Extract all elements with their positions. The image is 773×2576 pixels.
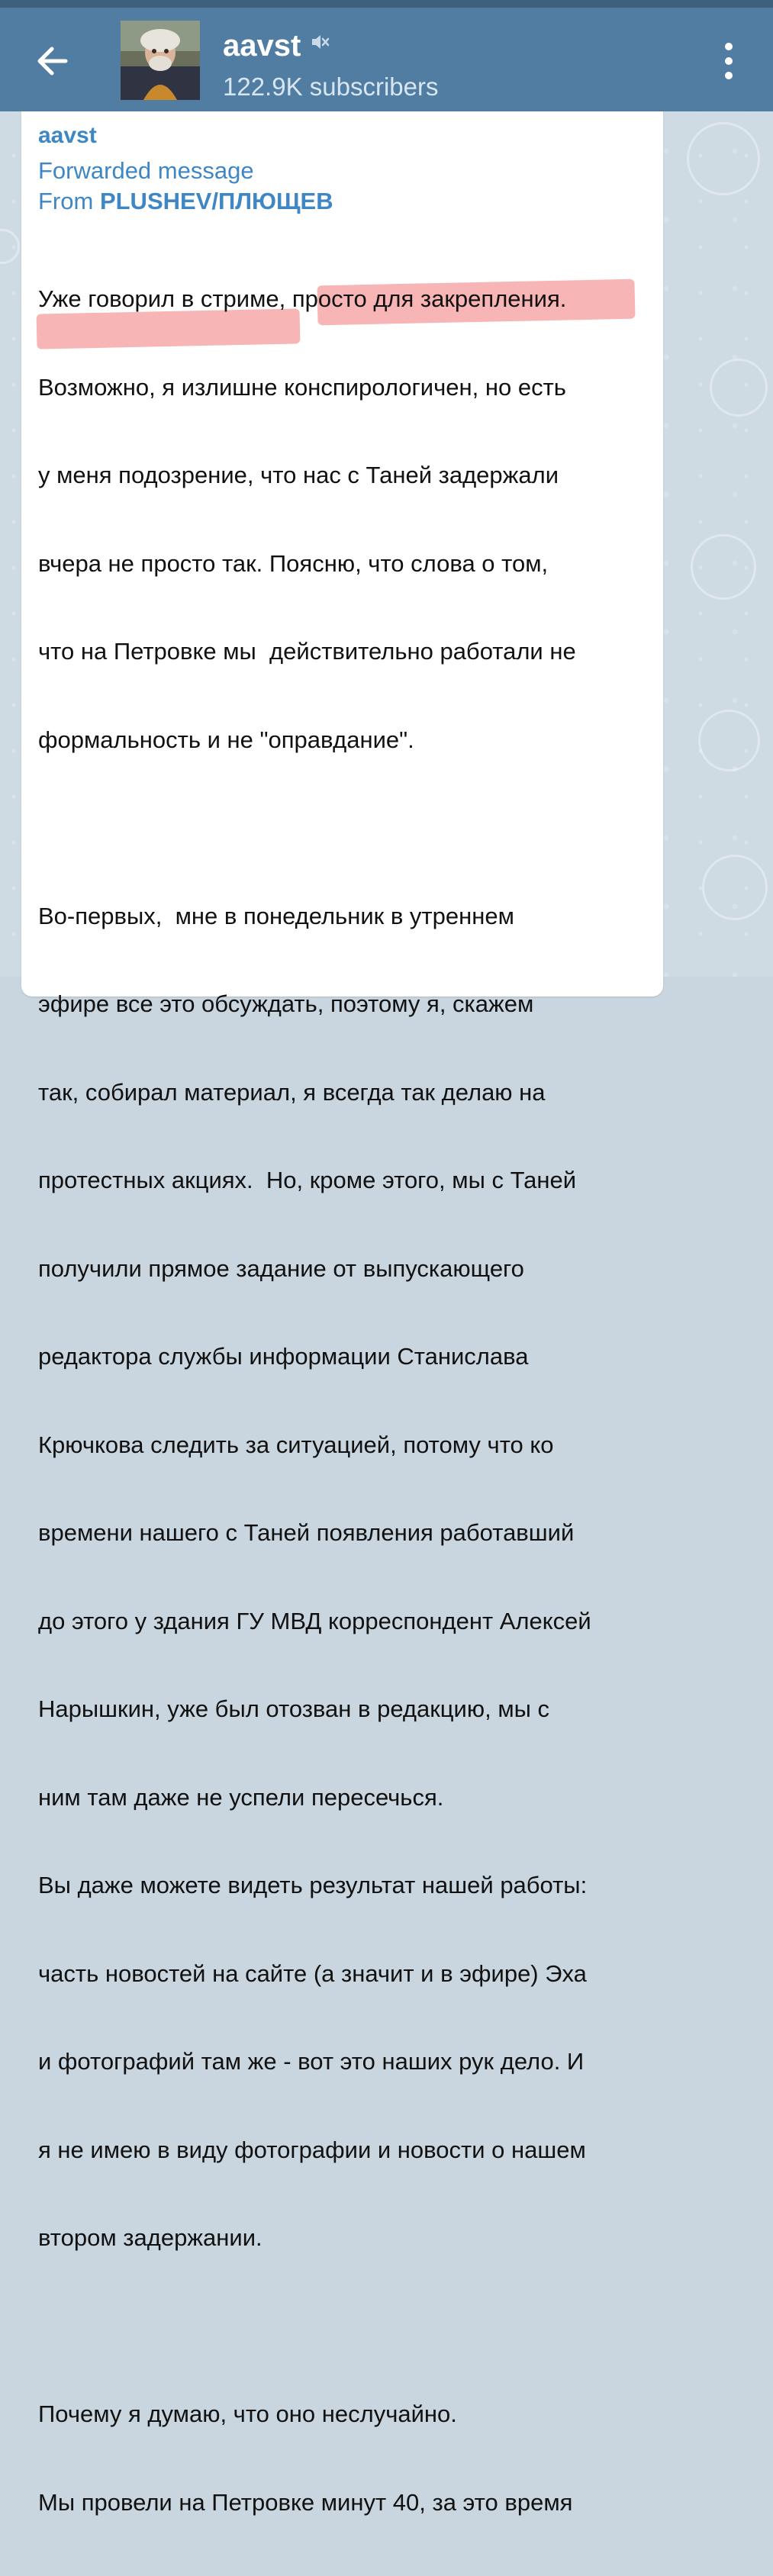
- message-line: втором задержании.: [38, 2224, 262, 2251]
- background-doodle: [0, 229, 20, 264]
- dot-icon: [725, 57, 733, 65]
- message-line: до этого у здания ГУ МВД корреспондент Алексей: [38, 1607, 591, 1634]
- message-line: что на Петровке мы действительно работали не: [38, 638, 576, 665]
- forwarded-source-name[interactable]: PLUSHEV/ПЛЮЩЕВ: [99, 188, 333, 214]
- background-doodle: [687, 122, 760, 195]
- message-line: часть новостей на сайте (а значит и в эфире) Эха: [38, 1959, 587, 1987]
- background-doodle: [691, 534, 756, 600]
- avatar-photo: [121, 21, 200, 100]
- message-line: у меня подозрение, что нас с Таней задержали: [38, 462, 559, 488]
- message-line: Крючкова следить за ситуацией, потому что ко: [38, 1431, 554, 1458]
- message-line: вчера не просто так. Поясню, что слова о том,: [38, 549, 549, 577]
- message-line: ним там даже не успели пересечься.: [38, 1783, 444, 1811]
- muted-speaker-icon: [310, 32, 330, 52]
- message-line: Возможно, я излишне конспирологичен, но есть: [38, 373, 566, 401]
- channel-avatar[interactable]: [121, 21, 200, 100]
- message-line: Во-первых, мне в понедельник в утреннем: [38, 902, 514, 929]
- back-button[interactable]: [29, 38, 75, 84]
- channel-title-row[interactable]: [223, 29, 330, 63]
- background-doodle: [702, 855, 768, 920]
- forwarded-header[interactable]: [38, 156, 333, 217]
- message-line: так, собирал материал, я всегда так делаю на: [38, 1078, 546, 1106]
- message-line: и фотографий там же - вот это наших рук дело. И: [38, 2048, 585, 2075]
- background-doodle: [698, 710, 760, 771]
- message-line: я не имею в виду фотографии и новости о нашем: [38, 2136, 586, 2163]
- background-doodle: [710, 359, 768, 417]
- message-line: редактора службы информации Станислава: [38, 1343, 529, 1370]
- status-bar: [0, 0, 773, 8]
- subscriber-count: 122.9K subscribers: [223, 72, 439, 101]
- message-line: формальность и не "оправдание".: [38, 726, 414, 753]
- forwarded-from[interactable]: [38, 186, 333, 217]
- dot-icon: [725, 72, 733, 79]
- from-prefix: From: [38, 188, 100, 214]
- arrow-left-icon: [35, 46, 69, 76]
- message-bubble[interactable]: [21, 111, 663, 2516]
- message-line: Нарышкин, уже был отозван в редакцию, мы с: [38, 1695, 550, 1722]
- message-line: Уже говорил в стриме, просто для закрепления.: [38, 285, 567, 312]
- message-sender[interactable]: aavst: [38, 123, 97, 148]
- channel-title: aavst: [223, 29, 301, 63]
- dot-icon: [725, 43, 733, 50]
- more-options-button[interactable]: [710, 40, 748, 82]
- message-line: Мы провели на Петровке минут 40, за это время: [38, 2488, 573, 2516]
- message-line: получили прямое задание от выпускающего: [38, 1254, 524, 1282]
- message-line: эфире все это обсуждать, поэтому я, скажем: [38, 990, 534, 1017]
- message-line: [38, 2312, 656, 2342]
- message-line: Почему я думаю, что оно неслучайно.: [38, 2401, 457, 2427]
- channel-header[interactable]: [0, 8, 773, 111]
- message-line: времени нашего с Таней появления работавший: [38, 1519, 575, 1546]
- message-line: [38, 813, 656, 843]
- message-line: Вы даже можете видеть результат нашей работы:: [38, 1872, 588, 1898]
- forwarded-label: Forwarded message: [38, 157, 254, 184]
- message-text: [38, 226, 656, 2576]
- message-line: протестных акциях. Но, кроме этого, мы с Таней: [38, 1167, 577, 1193]
